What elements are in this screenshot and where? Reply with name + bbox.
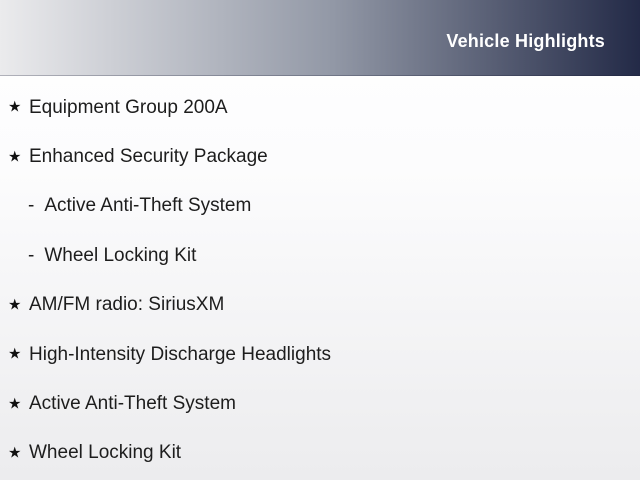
star-bullet-icon: ★ (8, 395, 22, 413)
list-item (0, 379, 640, 428)
list-item (0, 83, 640, 132)
dash-bullet-icon: - (28, 244, 35, 266)
list-item-label: Active Anti-Theft System (29, 393, 236, 415)
list-item-label: AM/FM radio: SiriusXM (29, 294, 225, 316)
star-bullet-icon: ★ (8, 98, 22, 116)
dash-bullet-icon: - (28, 195, 35, 217)
list-item-label: Equipment Group 200A (29, 96, 228, 118)
highlights-list (0, 76, 640, 478)
list-item (0, 429, 640, 478)
list-item-label: High-Intensity Discharge Headlights (29, 343, 332, 365)
list-item (0, 281, 640, 330)
list-item-label: Wheel Locking Kit (29, 442, 182, 464)
star-bullet-icon: ★ (8, 148, 22, 166)
header-bar (0, 0, 640, 76)
list-item (0, 132, 640, 181)
star-bullet-icon: ★ (8, 296, 22, 314)
star-bullet-icon: ★ (8, 444, 22, 462)
list-subitem-label: Wheel Locking Kit (44, 244, 197, 266)
list-subitem-label: Active Anti-Theft System (44, 195, 252, 217)
star-bullet-icon: ★ (8, 345, 22, 363)
list-item-label: Enhanced Security Package (29, 146, 268, 168)
list-item (0, 330, 640, 379)
list-subitem (0, 182, 640, 231)
page-title: Vehicle Highlights (446, 31, 605, 51)
list-subitem (0, 231, 640, 280)
